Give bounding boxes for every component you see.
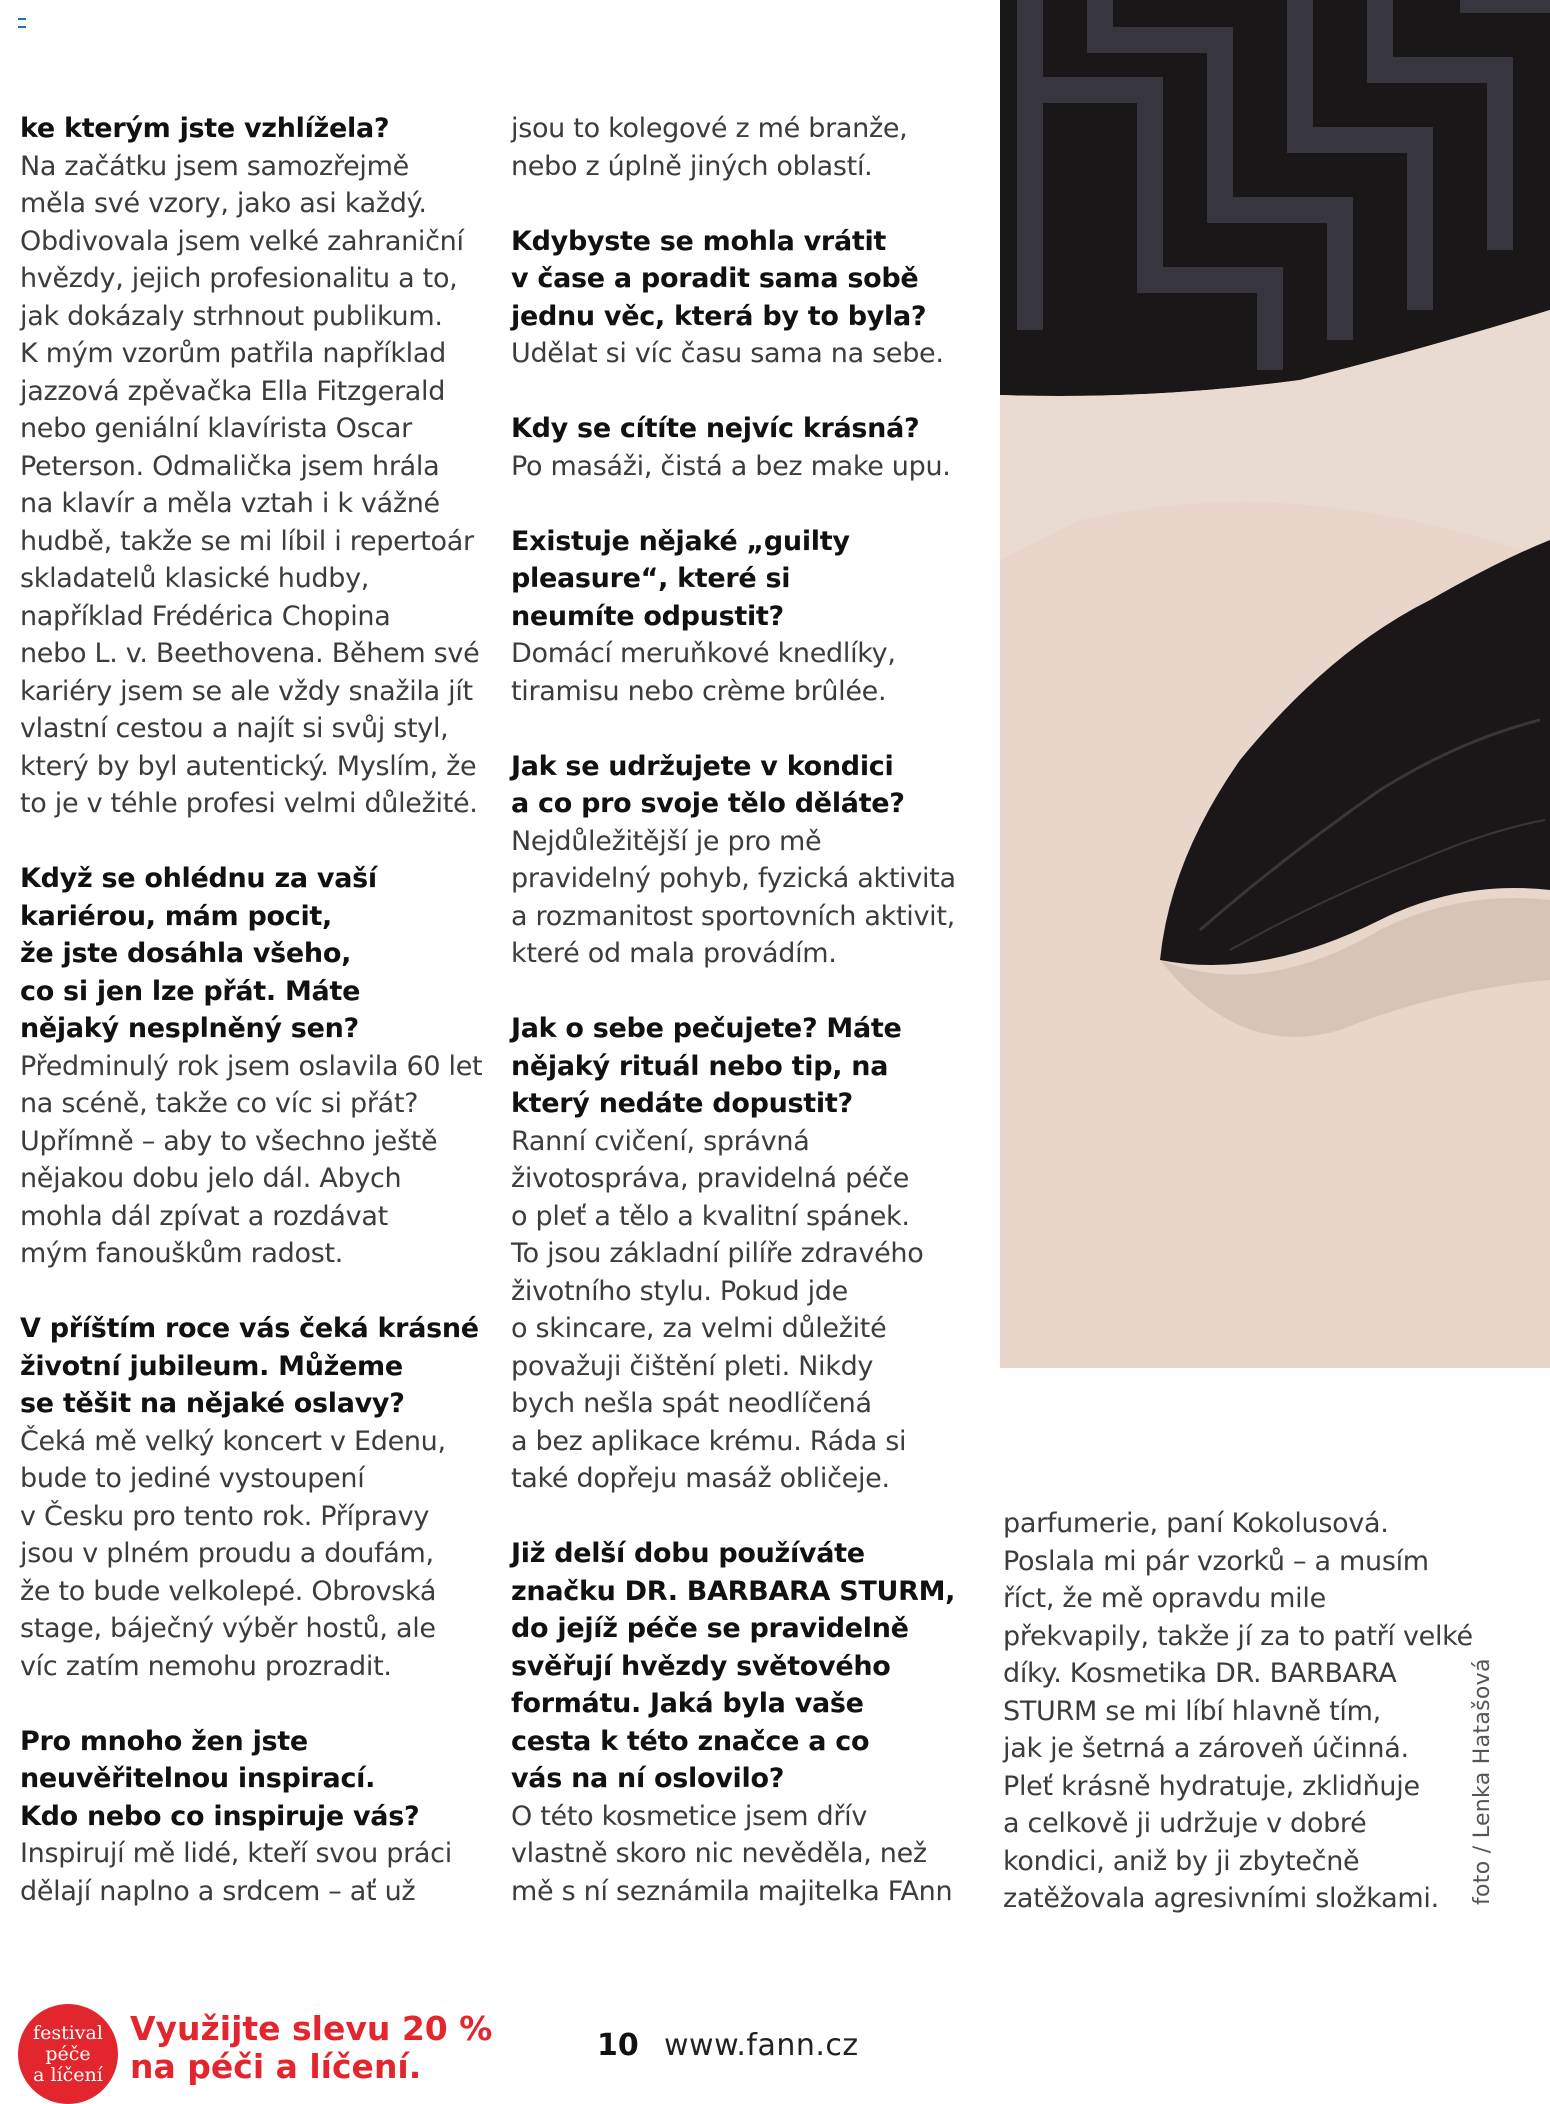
- qa-block: [511, 1535, 991, 1910]
- text-column-3: [1003, 1505, 1473, 1955]
- answer: Nejdůležitější je pro mě pravidelný pohyb, fyzická aktivita a rozmanitost sportovních aktivit, které od mala provádím.: [511, 825, 956, 969]
- question: V příštím roce vás čeká krásné životní jubileum. Můžeme se těšit na nějaké oslavy?: [20, 1313, 479, 1419]
- qa-block: [511, 1010, 991, 1498]
- question: Existuje nějaké „guilty pleasure“, které si neumíte odpustit?: [511, 525, 850, 632]
- qa-block: [20, 1723, 490, 1911]
- badge-line: festival: [33, 2021, 103, 2044]
- answer: jsou to kolegové z mé branže, nebo z úplně jiných oblastí.: [511, 113, 908, 182]
- qa-block: [511, 110, 991, 185]
- question: ke kterým jste vzhlížela?: [20, 113, 390, 144]
- question: Pro mnoho žen jste neuvěřitelnou inspirací. Kdo nebo co inspiruje vás?: [20, 1725, 420, 1832]
- answer: Po masáži, čistá a bez make upu.: [511, 450, 951, 482]
- promo-text: Využijte slevu 20 % na péči a líčení.: [130, 2009, 493, 2086]
- qa-block: [511, 410, 991, 485]
- badge-line: a líčení: [33, 2063, 103, 2086]
- answer: Ranní cvičení, správná životospráva, pravidelná péče o pleť a tělo a kvalitní spánek. To jsou základní pilíře zdravého životního stylu. Pokud jde o skincare, za velmi důležité považuji čištění pleti. Nikdy bych nešla spát neodlíčená a bez aplikace krému. Ráda si také dopřeju masáž obličeje.: [511, 1125, 924, 1494]
- qa-block: [511, 748, 991, 973]
- answer: Předminulý rok jsem oslavila 60 let na scéně, takže co víc si přát? Upřímně – aby to všechno ještě nějakou dobu jelo dál. Abych mohla dál zpívat a rozdávat mým fanouškům radost.: [20, 1050, 483, 1269]
- page-number: 10: [597, 2028, 639, 2063]
- text-column-2: [511, 110, 991, 1948]
- qa-block: [20, 860, 490, 1273]
- question: Když se ohlédnu za vaší kariérou, mám pocit, že jste dosáhla všeho, co si jen lze přát. Máte nějaký nesplněný sen?: [20, 863, 377, 1044]
- answer: Čeká mě velký koncert v Edenu, bude to jediné vystoupení v Česku pro tento rok. Přípravy jsou v plném proudu a doufám, že to bude velkolepé. Obrovská stage, báječný výběr hostů, ale víc zatím nemohu prozradit.: [20, 1425, 446, 1682]
- answer: Domácí meruňkové knedlíky, tiramisu nebo crème brûlée.: [511, 638, 896, 707]
- qa-block: [20, 110, 490, 823]
- question: Kdybyste se mohla vrátit v čase a poradit sama sobě jednu věc, která by to byla?: [511, 225, 927, 332]
- qa-block: [511, 223, 991, 373]
- question: Kdy se cítíte nejvíc krásná?: [511, 413, 920, 444]
- qa-block: [20, 1310, 490, 1685]
- photo-illustration: [1000, 0, 1550, 1368]
- answer: O této kosmetice jsem dřív vlastně skoro nic nevěděla, než mě s ní seznámila majitelka FAnn: [511, 1800, 953, 1907]
- answer: parfumerie, paní Kokolusová. Poslala mi pár vzorků – a musím říct, že mě opravdu mile překvapily, takže jí za to patří velké díky. Kosmetika DR. BARBARA STURM se mi líbí hlavně tím, jak je šetrná a zároveň účinná. Pleť krásně hydratuje, zklidňuje a celkově ji udržuje v dobré kondici, aniž by ji zbytečně zatěžovala agresivními složkami.: [1003, 1508, 1473, 1914]
- festival-badge: [18, 2004, 118, 2104]
- answer: Na začátku jsem samozřejmě měla své vzory, jako asi každý. Obdivovala jsem velké zahraniční hvězdy, jejich profesionalitu a to, jak dokázaly strhnout publikum. K mým vzorům patřila například jazzová zpěvačka Ella Fitzgerald nebo geniální klavírista Oscar Peterson. Odmalička jsem hrála na klavír a měla vztah i k vážné hudbě, takže se mi líbil i repertoár skladatelů klasické hudby, například Frédérica Chopina nebo L. v. Beethovena. Během své kariéry jsem se ale vždy snažila jít vlastní cestou a najít si svůj styl, který by byl autentický. Myslím, že to je v téhle profesi velmi důležité.: [20, 150, 480, 819]
- qa-block: [511, 523, 991, 711]
- question: Jak se udržujete v kondici a co pro svoje tělo děláte?: [511, 750, 905, 819]
- question: Jak o sebe pečujete? Máte nějaký rituál nebo tip, na který nedáte dopustit?: [511, 1013, 902, 1119]
- badge-line: péče: [45, 2042, 91, 2065]
- photo-credit: foto / Lenka Hatašová: [1470, 1658, 1495, 1905]
- answer: Inspirují mě lidé, kteří svou práci dělají naplno a srdcem – ať už: [20, 1838, 452, 1907]
- question: Již delší dobu používáte značku DR. BARBARA STURM, do jejíž péče se pravidelně svěřují hvězdy světového formátu. Jaká byla vaše cesta k této značce a co vás na ní oslovilo?: [511, 1538, 956, 1794]
- answer: Udělat si víc času sama na sebe.: [511, 338, 944, 369]
- text-column-1: [20, 110, 490, 1948]
- corner-mark: [18, 18, 26, 28]
- portrait-photo: [1000, 0, 1550, 1368]
- website-url: www.fann.cz: [664, 2028, 859, 2063]
- qa-block: [1003, 1505, 1473, 1918]
